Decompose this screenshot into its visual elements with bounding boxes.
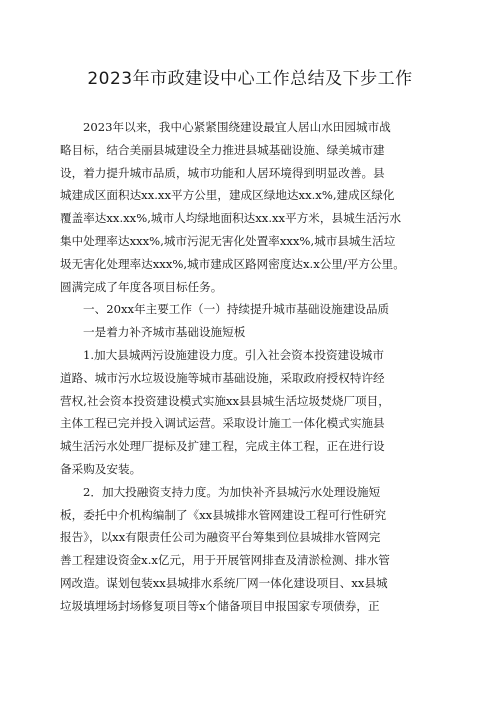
text-line: 设，着力提升城市品质，城市功能和人居环境得到明显改善。县 (60, 165, 385, 180)
text-line: 报告》，以xx有限责任公司为融资平台筹集到位县城排水管网完 (60, 530, 381, 545)
text-line: 网改造。谋划包装xx县城排水系统厂网一体化建设项目、xx县城 (60, 575, 388, 590)
text-line: 道路、城市污水垃圾设施等城市基础设施，采取政府授权特许经 (60, 370, 385, 385)
page-title: 2023年市政建设中心工作总结及下步工作 (87, 69, 413, 89)
section-heading: 一、20xx年主要工作（一）持续提升城市基础设施建设品质 (83, 302, 390, 317)
document-body (60, 116, 440, 618)
text-line: 2．加大投融资支持力度。为加快补齐县城污水处理设施短 (83, 484, 381, 499)
text-line: 略目标，结合美丽县城建设全力推进县城基础设施、绿美城市建 (60, 142, 385, 157)
text-line: 圾无害化处理率达xxx%,城市建成区路网密度达x.x公里/平方公里。 (60, 256, 405, 271)
text-line: 城建成区面积达xx.xx平方公里，建成区绿地达xx.x%,建成区绿化 (60, 188, 395, 203)
text-line: 2023年以来，我中心紧紧围绕建设最宜人居山水田园城市战 (83, 120, 391, 134)
text-line: 营权,社会资本投资建设模式实施xx县县城生活垃圾焚烧厂项目， (60, 393, 390, 408)
text-line: 覆盖率达xx.xx%,城市人均绿地面积达xx.xx平方米，县城生活污水 (60, 211, 402, 226)
text-line: 板，委托中介机构编制了《xx县城排水管网建设工程可行性研究 (60, 507, 387, 522)
subsection-heading: 一是着力补齐城市基础设施短板 (83, 325, 246, 340)
text-line: 备采购及安装。 (60, 461, 142, 476)
text-line: 主体工程已完并投入调试运营。采取设计施工一体化模式实施县 (60, 416, 385, 431)
text-line: 善工程建设资金x.x亿元，用于开展管网排查及清淤检测、排水管 (60, 553, 390, 568)
text-line: 1.加大县城两污设施建设力度。引入社会资本投资建设城市 (83, 347, 384, 362)
text-line: 城生活污水处理厂提标及扩建工程，完成主体工程，正在进行设 (60, 439, 385, 454)
text-line: 圆满完成了年度各项目标任务。 (60, 279, 223, 294)
text-line: 集中处理率达xxx%,城市污泥无害化处置率xxx%,城市县城生活垃 (60, 233, 396, 248)
text-line: 垃圾填埋场封场修复项目等x个储备项目申报国家专项债券，正 (60, 598, 380, 613)
